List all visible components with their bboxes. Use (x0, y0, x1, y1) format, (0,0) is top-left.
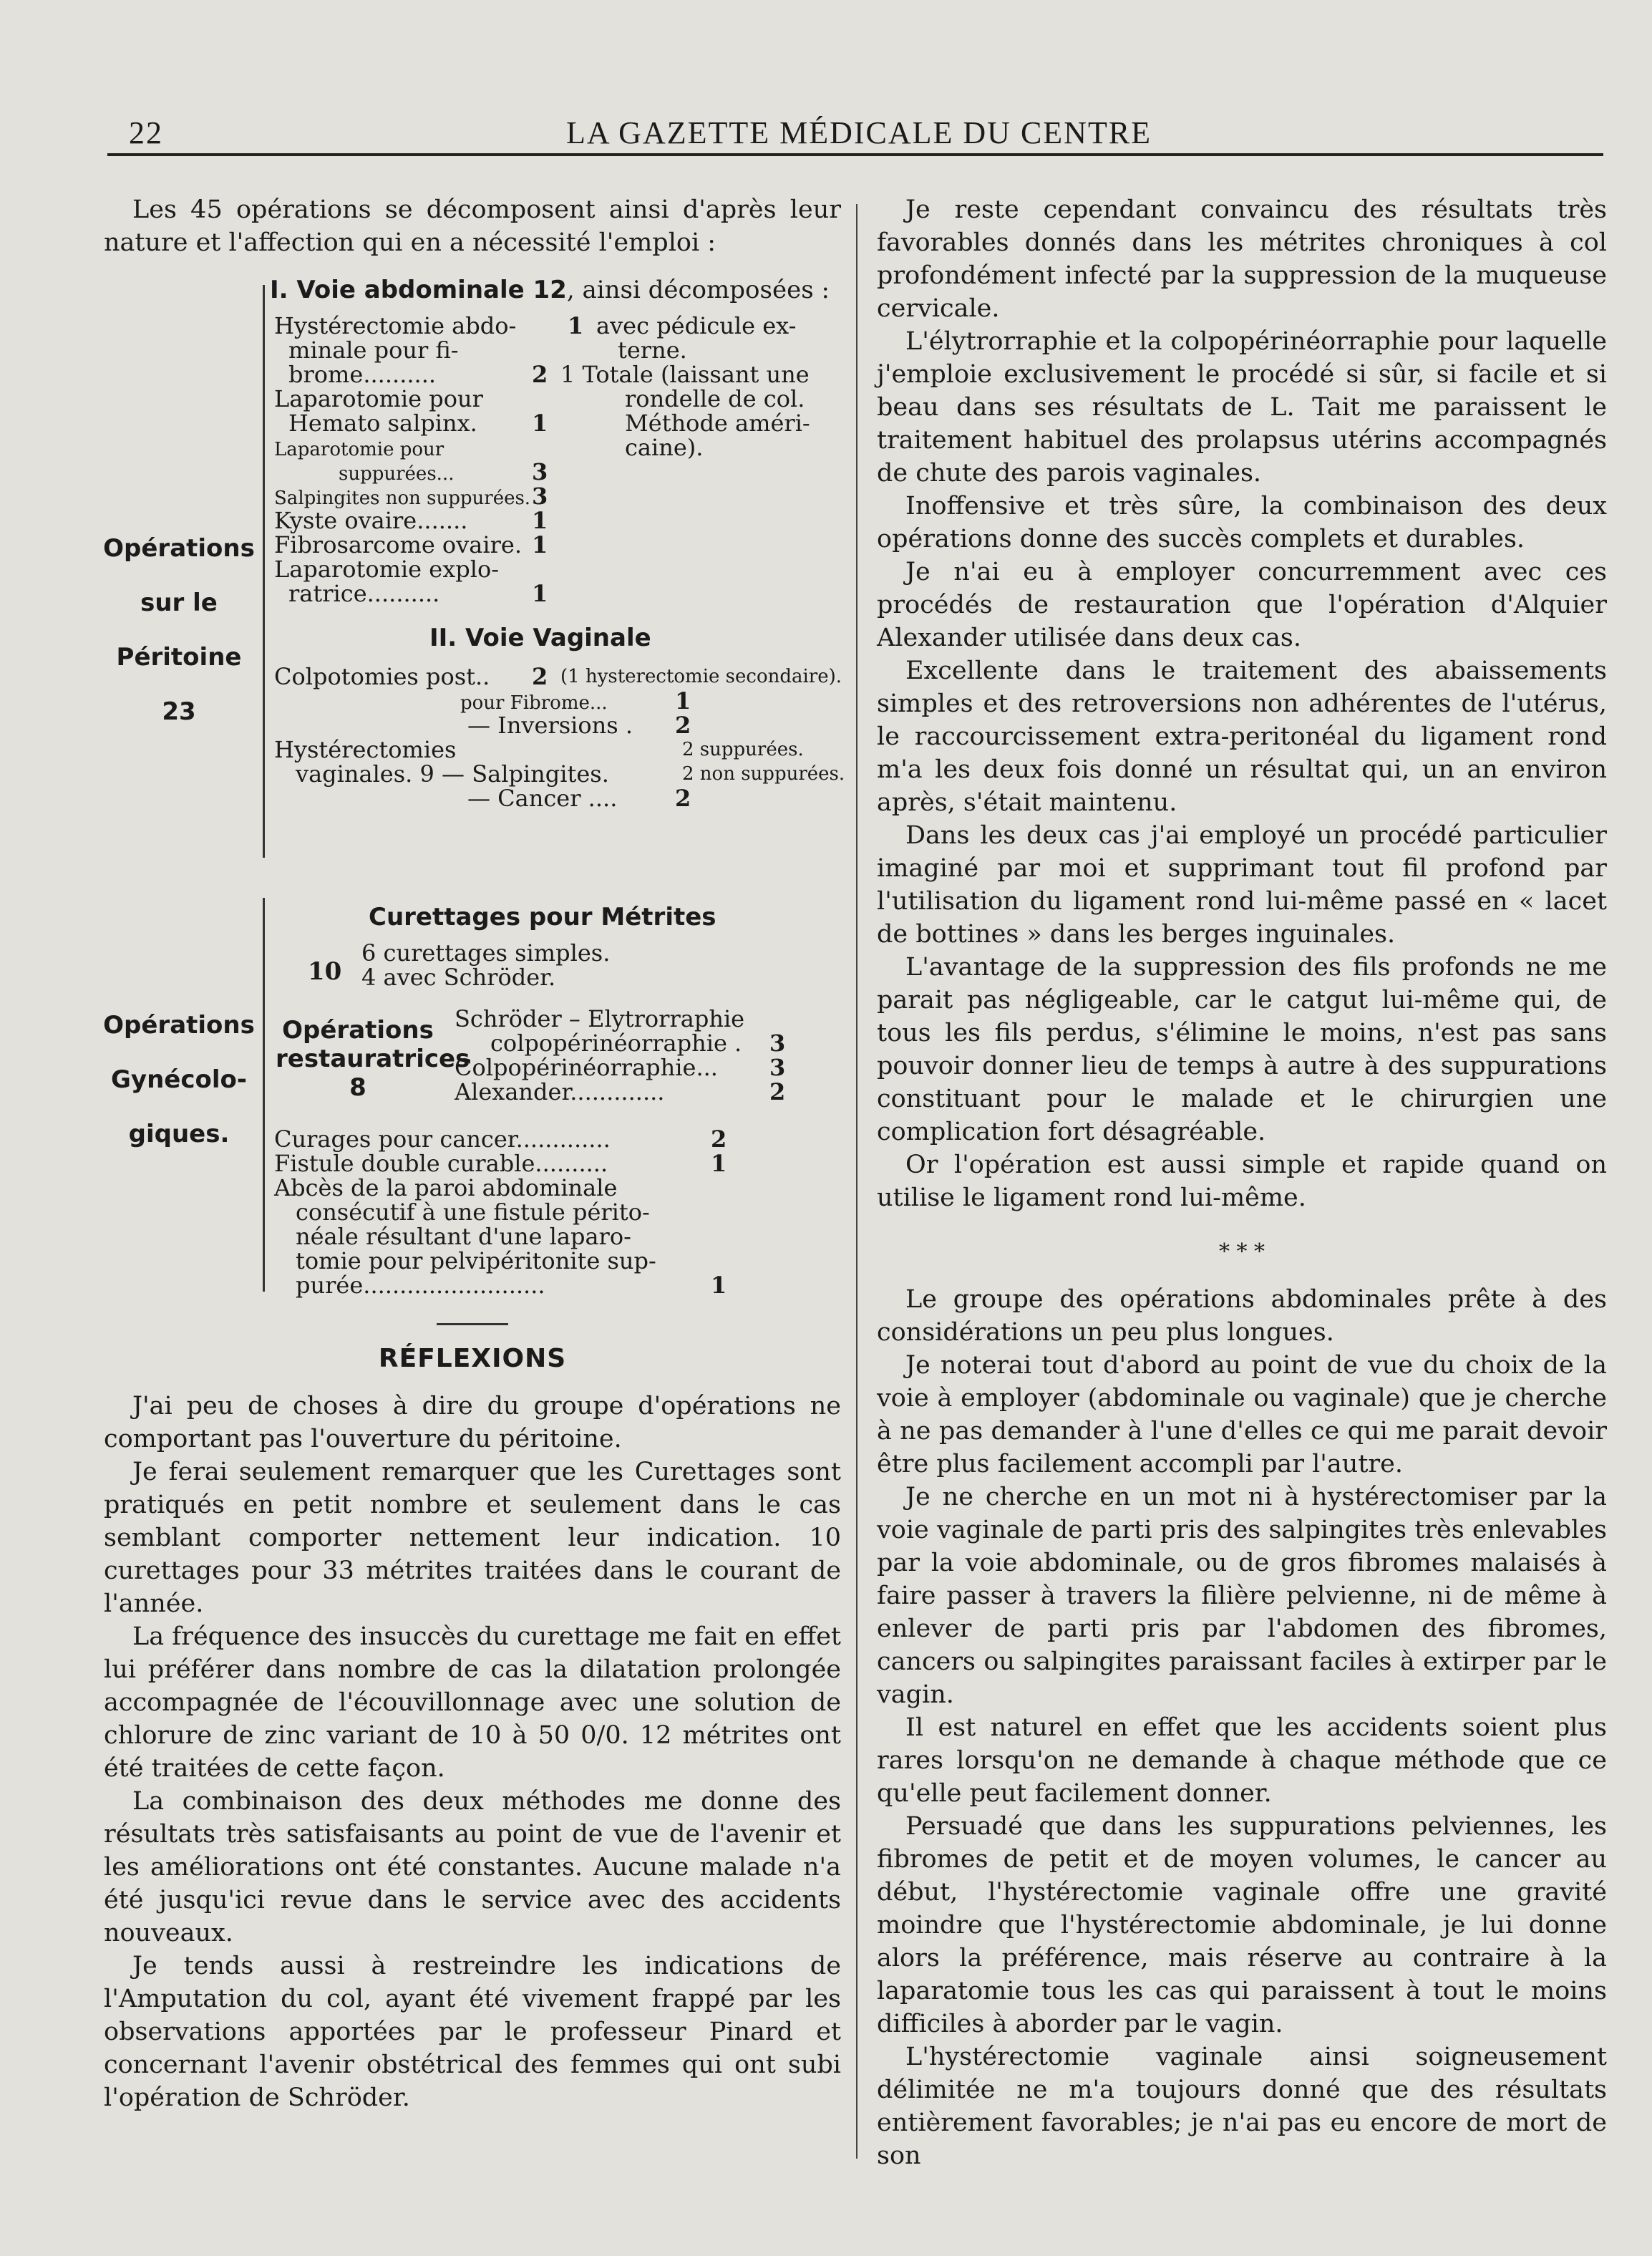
paragraph: Je noterai tout d'abord au point de vue du choix de la voie à employer (abdominale ou vaginale) que je cherche à ne pas demander à l'une d'elles ce qui me parait devoir être plus facilement accompli par l'autre. (877, 1351, 1607, 1478)
paragraph: Je ne cherche en un mot ni à hystérectomiser par la voie vaginale de parti pris des salpingites très enlevables par la voie abdominale, ou de gros fibromes malaisés à faire passer à travers la filière pelvienne, ni de même à enlever de parti pris par l'abdomen des fibromes, cancers ou salpingites paraissant faciles à extirper par le vagin. (877, 1483, 1607, 1709)
paragraph: La combinaison des deux méthodes me donne des résultats très satisfaisants au point de vue de l'avenir et les améliorations ont été constantes. Aucune malade n'a été jusqu'ici revue dans le service avec des accidents nouveaux. (104, 1787, 841, 1947)
table-row: Schröder – Elytrorraphie (455, 1005, 745, 1032)
paragraph: L'hystérectomie vaginale ainsi soigneusement délimitée ne m'a toujours donné que des résultats entièrement favorables; je n'ai pas eu encore de mort de son (877, 2043, 1607, 2170)
table-row: Hystérectomie abdo- 1 avec pédicule ex- (274, 312, 797, 339)
intro-paragraph: Les 45 opérations se décomposent ainsi d'après leur nature et l'affection qui en a nécessité l'emploi : (104, 195, 841, 257)
paragraph: L'élytrorraphie et la colpopérinéorraphie pour laquelle j'emploie exclusivement le procédé si sûr, si facile et si beau dans ses résultats de L. Tait me paraissent le traitement habituel des prolapsus utérins accompagnés de chute des parois vaginales. (877, 327, 1607, 488)
paragraph: Inoffensive et très sûre, la combinaison des deux opérations donne des succès complets et durables. (877, 492, 1607, 553)
reflexions-title: RÉFLEXIONS (378, 1344, 567, 1373)
table-row: Colpotomies post.. 2 (1 hysterectomie secondaire). (274, 663, 842, 690)
curettages-rows (361, 941, 610, 989)
abdominale-rows (274, 314, 832, 606)
paragraph: Il est naturel en effet que les accidents soient plus rares lorsqu'on ne demande à chaque méthode que ce qu'elle peut facilement donner. (877, 1713, 1607, 1808)
table-row: suppurées... 3 (339, 458, 548, 485)
table-row: Hystérectomies 2 suppurées. (274, 736, 804, 763)
curettages-title: Curettages pour Métrites (369, 903, 716, 931)
gynecologiques-brace (263, 898, 265, 1292)
table-row: — Inversions . 2 (467, 712, 691, 739)
header-rule (107, 153, 1603, 156)
running-header (115, 107, 1603, 158)
restauratrices-label: Opérations restauratrices 8 (276, 1016, 470, 1102)
other-rows (274, 1127, 832, 1297)
paragraph: Or l'opération est aussi simple et rapide quand on utilise le ligament rond lui-même. (877, 1151, 1607, 1212)
table-row: Fibrosarcome ovaire. 1 (274, 531, 548, 558)
column-separator (856, 204, 857, 2159)
table-row: Hemato salpinx. 1 Méthode améri- (288, 410, 810, 437)
table-row: colpopérinéorraphie . 3 (490, 1030, 786, 1057)
table-row: Curages pour cancer............. 2 (274, 1125, 727, 1153)
vaginale-rows (274, 664, 847, 810)
table-row: Laparotomie pour caine). (274, 434, 704, 461)
table-row: Laparotomie explo- (274, 556, 500, 583)
table-row: Laparotomie pour rondelle de col. (274, 385, 805, 412)
table-row: Colpopérinéorraphie... 3 (455, 1054, 786, 1081)
right-column (877, 193, 1607, 2172)
table-row: Salpingites non suppurées. 3 (274, 483, 548, 510)
table-row: pour Fibrome... 1 (460, 687, 691, 715)
table-row: tomie pour pelvipéritonite sup- (296, 1247, 656, 1274)
peritoine-group-label: Opérations sur le Péritoine 23 (103, 534, 255, 726)
paragraph: Je ferai seulement remarquer que les Curettages sont pratiqués en petit nombre et seulement dans le cas semblant comporter nettement leur indication. 10 curettages pour 33 métrites traitées dans le courant de l'année. (104, 1458, 841, 1618)
journal-title: LA GAZETTE MÉDICALE DU CENTRE (565, 115, 1152, 150)
asterism-separator: * * * (1218, 1239, 1265, 1264)
paragraph: La fréquence des insuccès du curettage me fait en effet lui préférer dans nombre de cas la dilatation prolongée accompagnée de l'écouvillonnage avec une solution de chlorure de zinc variant de 10 à 50 0/0. 12 métrites ont été traitées de cette façon. (104, 1622, 841, 1783)
table-row: — Cancer .... 2 (467, 785, 691, 812)
paragraph: Le groupe des opérations abdominales prête à des considérations un peu plus longues. (877, 1285, 1607, 1347)
table-row: purée......................... 1 (296, 1272, 727, 1299)
table-row: brome.......... 2 1 Totale (laissant une (288, 361, 810, 388)
table-row: Kyste ovaire....... 1 (274, 507, 548, 534)
curettages-total: 10 (308, 957, 342, 986)
left-column (103, 193, 845, 2114)
paragraph: Excellente dans le traitement des abaissements simples et des retroversions non adhérentes de l'utérus, le raccourcissement extra-peritonéal du ligament rond m'a les deux fois donné un résultat qui, un an environ après, s'était maintenu. (877, 657, 1607, 817)
page-number: 22 (129, 115, 163, 150)
voie-vaginale-title: II. Voie Vaginale (429, 624, 651, 652)
paragraph: Je n'ai eu à employer concurremment avec ces procédés de restauration que l'opération d'Alquier Alexander utilisée dans deux cas. (877, 558, 1607, 652)
paragraph: Persuadé que dans les suppurations pelviennes, les fibromes de petit et de moyen volumes, le cancer au début, l'hystérectomie vaginale offre une gravité moindre que l'hystérectomie abdominale, je lui donne alors la préférence, mais réserve au contraire à la laparatomie tous les cas qui paraissent à tout le moins difficiles à aborder par le vagin. (877, 1812, 1607, 2038)
table-row: néale résultant d'une laparo- (296, 1223, 631, 1250)
table-row: minale pour fi- terne. (288, 337, 687, 364)
paragraph: Dans les deux cas j'ai employé un procédé particulier imaginé par moi et supprimant tout fil profond par l'utilisation du ligament rond lui-même passé en « lacet de bottines » dans les berges inguinales. (877, 821, 1607, 949)
voie-abdominale-title: I. Voie abdominale 12, ainsi décomposées : (270, 276, 830, 304)
section-divider (437, 1323, 508, 1325)
list-item: 4 avec Schröder. (361, 964, 556, 991)
table-row: ratrice.......... 1 (288, 580, 548, 607)
table-row: Fistule double curable.......... 1 (274, 1150, 727, 1177)
table-row: consécutif à une fistule périto- (296, 1199, 650, 1226)
list-item: 6 curettages simples. (361, 939, 611, 967)
peritoine-table (103, 263, 845, 894)
restauratrices-rows (455, 1007, 841, 1104)
gynecologiques-table (104, 898, 841, 1299)
paragraph: Je tends aussi à restreindre les indications de l'Amputation du col, ayant été vivement frappé par les observations apportées par le professeur Pinard et concernant l'avenir obstétrical des femmes qui ont subi l'opération de Schröder. (104, 1952, 841, 2112)
paragraph: L'avantage de la suppression des fils profonds ne me parait pas négligeable, car le catgut lui-même qui, de tous les fils perdus, s'élimine le moins, n'est pas sans pouvoir donner lieu de temps à autre à des suppurations constituant pour le malade et le chirurgien une complication fort désagréable. (877, 953, 1607, 1146)
paragraph: Je reste cependant convaincu des résultats très favorables donnés dans les métrites chroniques à col profondément infecté par la suppression de la muqueuse cervicale. (877, 195, 1607, 323)
peritoine-brace (263, 285, 265, 858)
paragraph: J'ai peu de choses à dire du groupe d'opérations ne comportant pas l'ouverture du péritoine. (104, 1392, 841, 1453)
table-row: Abcès de la paroi abdominale (274, 1174, 618, 1201)
gynecologiques-group-label: Opérations Gynécolo- giques. (103, 1011, 255, 1148)
table-row: Alexander............. 2 (455, 1078, 786, 1105)
table-row: vaginales. 9 — Salpingites. 2 non suppurées. (296, 760, 845, 788)
